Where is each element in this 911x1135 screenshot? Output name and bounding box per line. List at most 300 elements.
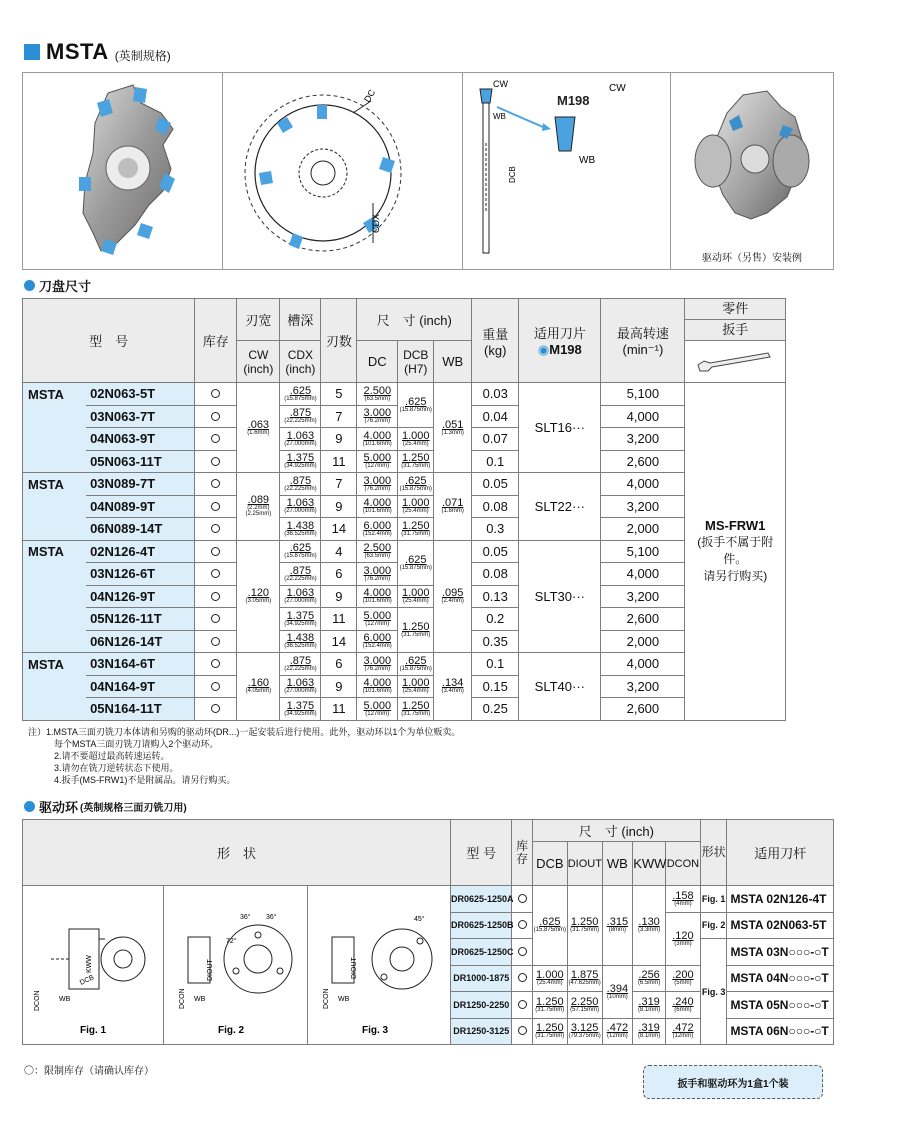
- dc: 4.000: [363, 497, 392, 510]
- insert-label: 适用刀片: [533, 326, 586, 341]
- dc-mm: (127mm): [365, 463, 390, 470]
- teeth-cell: 7: [321, 405, 357, 428]
- dcb-mm: (31.75mm): [401, 463, 431, 470]
- dcb-cell: [398, 698, 434, 721]
- teeth-cell: 11: [321, 608, 357, 631]
- cdx-mm: (22.225mm): [284, 665, 317, 672]
- note-line: 4.扳手(MS-FRW1)不是附属品。请另行购买。: [54, 775, 236, 785]
- speed-cell: 3,200: [601, 585, 685, 608]
- table-row: [23, 675, 786, 698]
- dcb-cell: [398, 518, 434, 541]
- speed-cell: 5,100: [601, 540, 685, 563]
- col-cw-sub: [237, 341, 280, 383]
- series-cell: [23, 585, 87, 608]
- section-cutter-size: [24, 276, 91, 294]
- cdx-mm: (34.925mm): [284, 620, 317, 627]
- stock-circle-icon: [211, 704, 220, 713]
- dr-dcb2: [532, 965, 567, 992]
- dcon-a: .158: [672, 889, 694, 902]
- wb4-mm: (12mm): [607, 1033, 628, 1040]
- series-cell: [23, 405, 87, 428]
- cdx-cell: [280, 585, 321, 608]
- parts-label: 零件: [685, 299, 785, 320]
- stock-circle-icon: [211, 389, 220, 398]
- cutter-front-graphic: [223, 73, 463, 269]
- dr-dcb3: [532, 992, 567, 1019]
- insert-code: M198: [549, 342, 582, 357]
- dc-cell: [357, 405, 398, 428]
- wb-cell: [434, 540, 472, 653]
- stock-circle-icon: [211, 682, 220, 691]
- dc-mm: (152.4mm): [362, 530, 392, 537]
- stock-circle-icon: [518, 1000, 527, 1009]
- cdx: .625: [289, 542, 312, 555]
- kww1-mm: (3.3mm): [637, 927, 661, 934]
- model-code: 04N063-9T: [86, 428, 195, 451]
- cdx-cell: [280, 405, 321, 428]
- dc-mm: (76.2mm): [364, 485, 391, 492]
- fig1-wb: WB: [59, 995, 71, 1003]
- weight-cell: 0.13: [472, 585, 519, 608]
- stock-circle-icon: [518, 894, 527, 903]
- cdx-mm: (27.000mm): [284, 440, 317, 447]
- stock-circle-icon: [518, 947, 527, 956]
- insert-side-graphic: [463, 73, 671, 269]
- cw-cell: [237, 653, 280, 721]
- dc-mm: (101.6mm): [362, 440, 392, 447]
- wb: .095: [441, 587, 464, 600]
- cdx-cell: [280, 698, 321, 721]
- cw: .063: [247, 418, 270, 431]
- wrench-image: [685, 341, 786, 383]
- col-speed: [601, 299, 685, 383]
- table-row: [23, 495, 786, 518]
- dcon2: .200: [672, 969, 694, 982]
- dc-cell: [357, 653, 398, 676]
- cdx-mm: (36.525mm): [284, 643, 317, 650]
- dcb1-mm: (15.875mm): [533, 927, 566, 934]
- weight-label: 重量: [482, 326, 509, 342]
- dr-fig: Fig. 2: [700, 912, 727, 939]
- dr-wb2: [602, 965, 633, 1018]
- stock-circle-icon: [211, 412, 220, 421]
- dc-mm: (101.6mm): [362, 508, 392, 515]
- speed-cell: 4,000: [601, 653, 685, 676]
- kww2: .256: [638, 969, 660, 982]
- speed-unit: (min⁻¹): [622, 342, 664, 357]
- dcb: 1.250: [401, 621, 430, 633]
- wrench-code: MS-FRW1: [704, 518, 766, 534]
- diout2: 1.875: [570, 969, 599, 982]
- dc: 5.000: [363, 452, 392, 465]
- fig-1-cell: [23, 886, 164, 1045]
- wb-mm: (1.8mm): [441, 508, 464, 515]
- model-code: 04N164-9T: [86, 675, 195, 698]
- stock-circle-icon: [211, 659, 220, 668]
- dc-cell: [357, 698, 398, 721]
- dr-dcon-b: [665, 912, 700, 965]
- col-dr-model: 型 号: [451, 820, 512, 886]
- diout3: 2.250: [570, 995, 599, 1008]
- dcb-label: DCB: [508, 166, 517, 183]
- stock-cell: [195, 540, 237, 563]
- stock-cell: [195, 518, 237, 541]
- dc: 6.000: [363, 519, 392, 532]
- teeth-cell: 11: [321, 450, 357, 473]
- wb: .134: [441, 677, 464, 690]
- dc-mm: (63.5mm): [364, 553, 391, 560]
- dcb-unit: (H7): [404, 361, 428, 376]
- dr-stock: [512, 1018, 532, 1045]
- dcb: 1.250: [401, 519, 430, 532]
- wb-cell: [434, 653, 472, 721]
- dcon-a-mm: (4mm): [674, 900, 692, 907]
- series-cell: [23, 630, 87, 653]
- wb1: .315: [606, 916, 629, 929]
- model-code: 02N126-4T: [86, 540, 195, 563]
- dcb-mm: (15.875mm): [399, 564, 432, 571]
- wb-label-left: WB: [493, 112, 506, 121]
- cw-label-right: CW: [609, 83, 626, 94]
- stock-circle-icon: [211, 592, 220, 601]
- series-cell: [23, 563, 87, 586]
- model-code: 05N063-11T: [86, 450, 195, 473]
- stock-circle-icon: [211, 547, 220, 556]
- speed-cell: 2,000: [601, 630, 685, 653]
- col-teeth: 刃数: [321, 299, 357, 383]
- stock-cell: [195, 383, 237, 406]
- fig-2-label: Fig. 2: [218, 1024, 245, 1036]
- dr-wb4: [602, 1018, 633, 1045]
- dr-diout4: [567, 1018, 602, 1045]
- fig-1-label: Fig. 1: [80, 1024, 107, 1036]
- col-dr-stock: 库存: [512, 820, 532, 886]
- dc-cell: [357, 608, 398, 631]
- stock-circle-icon: [211, 434, 220, 443]
- wrench-icon: [690, 345, 780, 375]
- cdx-cell: [280, 608, 321, 631]
- cdx-mm: (22.225mm): [284, 485, 317, 492]
- col-cdx: 槽深: [280, 299, 321, 341]
- stock-legend: 〇：限制库存（请确认库存）: [24, 1066, 154, 1077]
- dcb: .625: [405, 396, 427, 408]
- stock-circle-icon: [211, 479, 220, 488]
- insert-code-label: M198: [557, 93, 590, 108]
- col-dr-form: 形状: [700, 820, 727, 886]
- cdx-mm: (27.000mm): [284, 688, 317, 695]
- table-row: [23, 450, 786, 473]
- dcb3-mm: (31.75mm): [535, 1006, 565, 1013]
- dcb-cell: [398, 450, 434, 473]
- diout1-mm: (31.75mm): [570, 927, 600, 934]
- dcb-sub: DCB: [403, 347, 429, 362]
- fig-3-cell: [307, 886, 450, 1045]
- dcb-mm: (15.875mm): [399, 407, 432, 413]
- stock-circle-icon: [518, 973, 527, 982]
- weight-cell: 0.2: [472, 608, 519, 631]
- col-weight: [472, 299, 519, 383]
- diout2-mm: (47.625mm): [568, 980, 601, 987]
- note-line: 3.请勿在铣刀逆转状态下使用。: [54, 763, 179, 773]
- dcb-mm: (25.4mm): [402, 440, 429, 447]
- wb2: .394: [606, 982, 629, 995]
- dr-wb1: [602, 886, 633, 966]
- section-drive-ring-title: 驱动环: [39, 799, 79, 815]
- dcb-mm: (31.75mm): [401, 530, 431, 537]
- dc: 2.500: [363, 542, 392, 555]
- fig2-a72: 72°: [226, 937, 238, 945]
- cdx-cell: [280, 630, 321, 653]
- bullet-icon: [24, 801, 35, 812]
- dc-cell: [357, 495, 398, 518]
- wb-mm: (1.3mm): [441, 429, 464, 436]
- speed-cell: 2,600: [601, 608, 685, 631]
- weight-cell: 0.1: [472, 450, 519, 473]
- weight-cell: 0.03: [472, 383, 519, 406]
- wb4: .472: [606, 1022, 629, 1035]
- cw-cell: [237, 540, 280, 653]
- dc: 3.000: [363, 654, 392, 667]
- cdx-cell: [280, 675, 321, 698]
- cdx: .875: [289, 474, 312, 487]
- dr-dcon2: [665, 965, 700, 992]
- stock-cell: [195, 563, 237, 586]
- model-code: 03N164-6T: [86, 653, 195, 676]
- wb-cell: [434, 383, 472, 473]
- cdx: .875: [289, 564, 312, 577]
- dr-stock: [512, 965, 532, 992]
- weight-cell: 0.25: [472, 698, 519, 721]
- col-cw: 刃宽: [237, 299, 280, 341]
- col-dims: 尺 寸 (inch): [357, 299, 472, 341]
- dcon3: .240: [672, 995, 694, 1008]
- stock-cell: [195, 405, 237, 428]
- stock-cell: [195, 698, 237, 721]
- dcb-cell: [398, 428, 434, 451]
- model-code: 04N126-9T: [86, 585, 195, 608]
- stock-cell: [195, 585, 237, 608]
- speed-cell: 3,200: [601, 495, 685, 518]
- diout4: 3.125: [570, 1022, 599, 1035]
- col-wb: WB: [434, 341, 472, 383]
- series-cell: [23, 698, 87, 721]
- cw-label-left: CW: [493, 79, 508, 89]
- series-cell: [23, 495, 87, 518]
- dr-holder: MSTA 02N063-5T: [727, 912, 834, 939]
- cw-cell: [237, 383, 280, 473]
- stock-cell: [195, 473, 237, 496]
- section-drive-ring-subtitle: (英制规格三面刃铣刀用): [80, 802, 187, 814]
- speed-cell: 2,600: [601, 698, 685, 721]
- cdx: .875: [289, 654, 312, 667]
- weight-unit: (kg): [484, 342, 507, 358]
- dcb-cell: [398, 608, 434, 653]
- col-dr-dcb: DCB: [532, 842, 567, 886]
- dr-dcb4: [532, 1018, 567, 1045]
- note-line: 每个MSTA三面刃铣刀请购入2个驱动环。: [54, 739, 219, 749]
- dr-model: DR1000-1875: [451, 965, 512, 992]
- wb-label-right: WB: [579, 155, 596, 166]
- teeth-cell: 6: [321, 653, 357, 676]
- cdx-mm: (36.525mm): [284, 530, 317, 537]
- kww3-mm: (8.1mm): [637, 1006, 661, 1013]
- dcb-cell: [398, 383, 434, 428]
- cutter-front-drawing: [223, 73, 463, 269]
- dr-model: DR0625-1250B: [451, 912, 512, 939]
- fig2-diout: DIOUT: [207, 958, 215, 981]
- insert-code-icon: ◉: [537, 342, 550, 357]
- cdx-cell: [280, 383, 321, 406]
- stock-cell: [195, 495, 237, 518]
- teeth-cell: 14: [321, 630, 357, 653]
- col-dr-dcon: DCON: [665, 842, 700, 886]
- note-line: 注）1.MSTA三面刃铣刀本体请和另购的驱动环(DR...)一起安装后进行使用。此外，驱动环以1个为单位贩卖。: [28, 727, 461, 737]
- dr-fig: Fig. 1: [700, 886, 727, 913]
- dr-diout2: [567, 965, 602, 992]
- diout3-mm: (57.15mm): [570, 1006, 600, 1013]
- dr-dcon4: [665, 1018, 700, 1045]
- fig1-dcon: DCON: [34, 989, 42, 1011]
- teeth-cell: 9: [321, 495, 357, 518]
- fig-2-cell: [164, 886, 307, 1045]
- cdx-mm: (34.925mm): [284, 463, 317, 470]
- cdx: .625: [289, 384, 312, 397]
- dr-model: DR0625-1250A: [451, 886, 512, 913]
- dcb2: 1.000: [536, 969, 564, 982]
- table-row: [23, 540, 786, 563]
- cdx-label: CDX: [371, 213, 381, 233]
- weight-cell: 0.35: [472, 630, 519, 653]
- dc-cell: [357, 585, 398, 608]
- col-model: 型 号: [23, 299, 195, 383]
- stock-cell: [195, 450, 237, 473]
- dcon4: .472: [672, 1022, 694, 1035]
- weight-cell: 0.07: [472, 428, 519, 451]
- speed-label: 最高转速: [616, 326, 669, 341]
- dc-mm: (127mm): [365, 710, 390, 717]
- teeth-cell: 9: [321, 585, 357, 608]
- dc: 4.000: [363, 587, 392, 600]
- table-row: [23, 585, 786, 608]
- col-dr-kww: KWW: [633, 842, 666, 886]
- dcb-cell: [398, 585, 434, 608]
- dcon4-mm: (12mm): [672, 1033, 694, 1040]
- teeth-cell: 7: [321, 473, 357, 496]
- model-code: 06N089-14T: [86, 518, 195, 541]
- dcb-cell: [398, 540, 434, 585]
- wb-mm: (3.4mm): [441, 688, 464, 695]
- table-row: [23, 383, 786, 406]
- series-cell: [23, 675, 87, 698]
- col-dr-holder: 适用刀杆: [727, 820, 834, 886]
- stock-circle-icon: [211, 524, 220, 533]
- dr-dcon-a: [665, 886, 700, 913]
- cdx: 1.063: [286, 587, 315, 600]
- dcb-cell: [398, 495, 434, 518]
- teeth-cell: 14: [321, 518, 357, 541]
- dcb: 1.000: [401, 677, 430, 690]
- model-code: 05N126-11T: [86, 608, 195, 631]
- wrench-cell: [685, 383, 786, 721]
- dc: 3.000: [363, 474, 392, 487]
- cdx-cell: [280, 653, 321, 676]
- dc-mm: (63.5mm): [364, 395, 391, 402]
- dcb2-mm: (25.4mm): [536, 980, 563, 987]
- cdx-mm: (34.925mm): [284, 710, 317, 717]
- model-code: 04N089-9T: [86, 495, 195, 518]
- series-cell: [23, 450, 87, 473]
- fig2-wb: WB: [194, 995, 206, 1003]
- dc: 3.000: [363, 564, 392, 577]
- drive-ring-table: [22, 819, 834, 1045]
- col-dc: DC: [357, 341, 398, 383]
- dcb-cell: [398, 675, 434, 698]
- speed-cell: 4,000: [601, 405, 685, 428]
- dr-holder: MSTA 06N○○○-○T: [727, 1018, 834, 1045]
- model-code: 02N063-5T: [86, 383, 195, 406]
- dcon2-mm: (5mm): [674, 980, 692, 987]
- dc-mm: (101.6mm): [362, 688, 392, 695]
- stock-cell: [195, 428, 237, 451]
- dc-mm: (101.6mm): [362, 598, 392, 605]
- dr-kww3: [633, 992, 666, 1019]
- stock-circle-icon: [518, 920, 527, 929]
- fig-1-drawing: [25, 889, 161, 1039]
- wb: .051: [441, 418, 464, 431]
- dc-cell: [357, 563, 398, 586]
- speed-cell: 2,600: [601, 450, 685, 473]
- packaging-note: 扳手和驱动环为1盒1个装: [643, 1065, 823, 1099]
- page-header: [24, 40, 171, 64]
- dcb4-mm: (31.75mm): [535, 1033, 565, 1040]
- dc-mm: (76.2mm): [364, 575, 391, 582]
- dcb4: 1.250: [536, 1022, 564, 1035]
- dc-cell: [357, 450, 398, 473]
- dc: 3.000: [363, 407, 392, 420]
- dc: 4.000: [363, 677, 392, 690]
- cw-mm2: (2.25mm): [245, 511, 272, 518]
- teeth-cell: 9: [321, 428, 357, 451]
- cdx: 1.375: [286, 699, 315, 712]
- col-shape: 形 状: [23, 820, 451, 886]
- dr-holder: MSTA 02N126-4T: [727, 886, 834, 913]
- dc-mm: (76.2mm): [364, 418, 391, 425]
- dr-stock: [512, 992, 532, 1019]
- cw-unit: (inch): [243, 361, 274, 376]
- insert-cell: SLT30···: [519, 540, 601, 653]
- fig3-diout: DIOUT: [350, 956, 358, 979]
- cdx-mm: (22.225mm): [284, 575, 317, 582]
- weight-cell: 0.05: [472, 540, 519, 563]
- teeth-cell: 5: [321, 383, 357, 406]
- cutter-size-table: [22, 298, 786, 721]
- fig2-dcon: DCON: [179, 987, 187, 1009]
- model-code: 03N126-6T: [86, 563, 195, 586]
- dcb-mm: (15.875mm): [399, 665, 432, 672]
- dc-cell: [357, 675, 398, 698]
- header-square-icon: [24, 44, 40, 60]
- stock-circle-icon: [211, 569, 220, 578]
- series-cell: MSTA: [23, 540, 87, 563]
- dcb: .625: [405, 474, 427, 487]
- cdx: 1.375: [286, 452, 315, 465]
- cw-mm: (1.6mm): [247, 429, 270, 436]
- speed-cell: 4,000: [601, 473, 685, 496]
- table-row: [23, 698, 786, 721]
- cdx: 1.438: [286, 519, 315, 532]
- wrench-note-2: 请另行购买): [703, 569, 768, 584]
- dc-mm: (76.2mm): [364, 665, 391, 672]
